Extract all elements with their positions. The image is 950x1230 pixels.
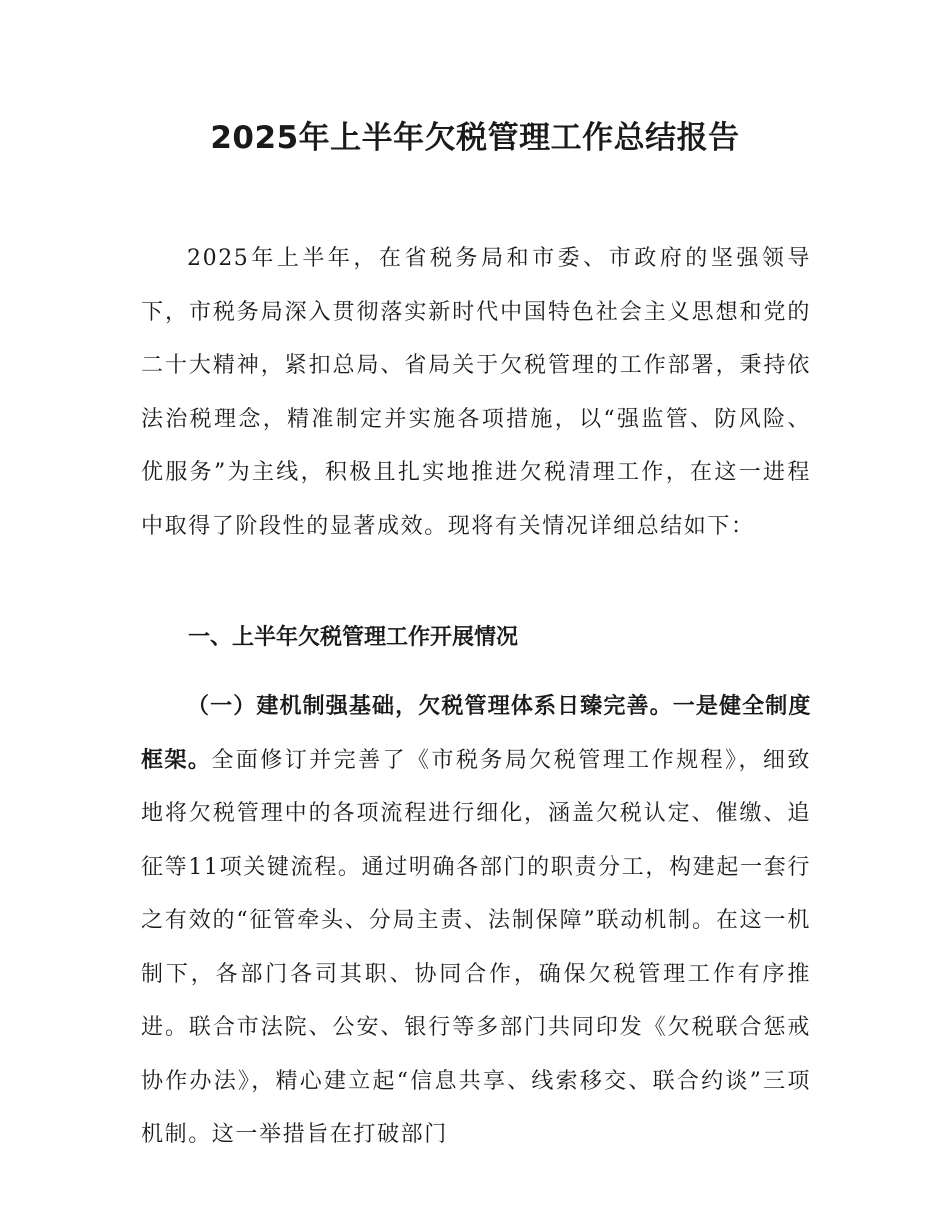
intro-paragraph: 2025年上半年，在省税务局和市委、市政府的坚强领导下，市税务局深入贯彻落实新时代中国特色社会主义思想和党的二十大精神，紧扣总局、省局关于欠税管理的工作部署，秉持依法治税理念，精准制定并实施各项措施，以“强监管、防风险、优服务”为主线，积极且扎实地推进欠税清理工作，在这一进程中取得了阶段性的显著成效。现将有关情况详细总结如下： xyxy=(141,246,811,539)
document-title: 2025年上半年欠税管理工作总结报告 xyxy=(210,120,740,156)
subsection-heading: （一）建机制强基础，欠税管理体系日臻完善。 xyxy=(187,694,673,719)
subsection-lead: 一是健全制度框架。 xyxy=(141,694,811,773)
section-heading: 一、上半年欠税管理工作开展情况 xyxy=(188,625,519,650)
subsection-text: 全面修订并完善了《市税务局欠税管理工作规程》，细致地将欠税管理中的各项流程进行细化，涵盖欠税认定、催缴、追征等11项关键流程。通过明确各部门的职责分工，构建起一套行之有效的“征管牵头、分局主责、法制保障”联动机制。在这一机制下，各部门各司其职、协同合作，确保欠税管理工作有序推进。联合市法院、公安、银行等多部门共同印发《欠税联合惩戒协作办法》，精心建立起“信息共享、线索移交、联合约谈”三项机制。这一举措旨在打破部门 xyxy=(141,747,811,1147)
subsection-paragraph xyxy=(141,680,811,1162)
